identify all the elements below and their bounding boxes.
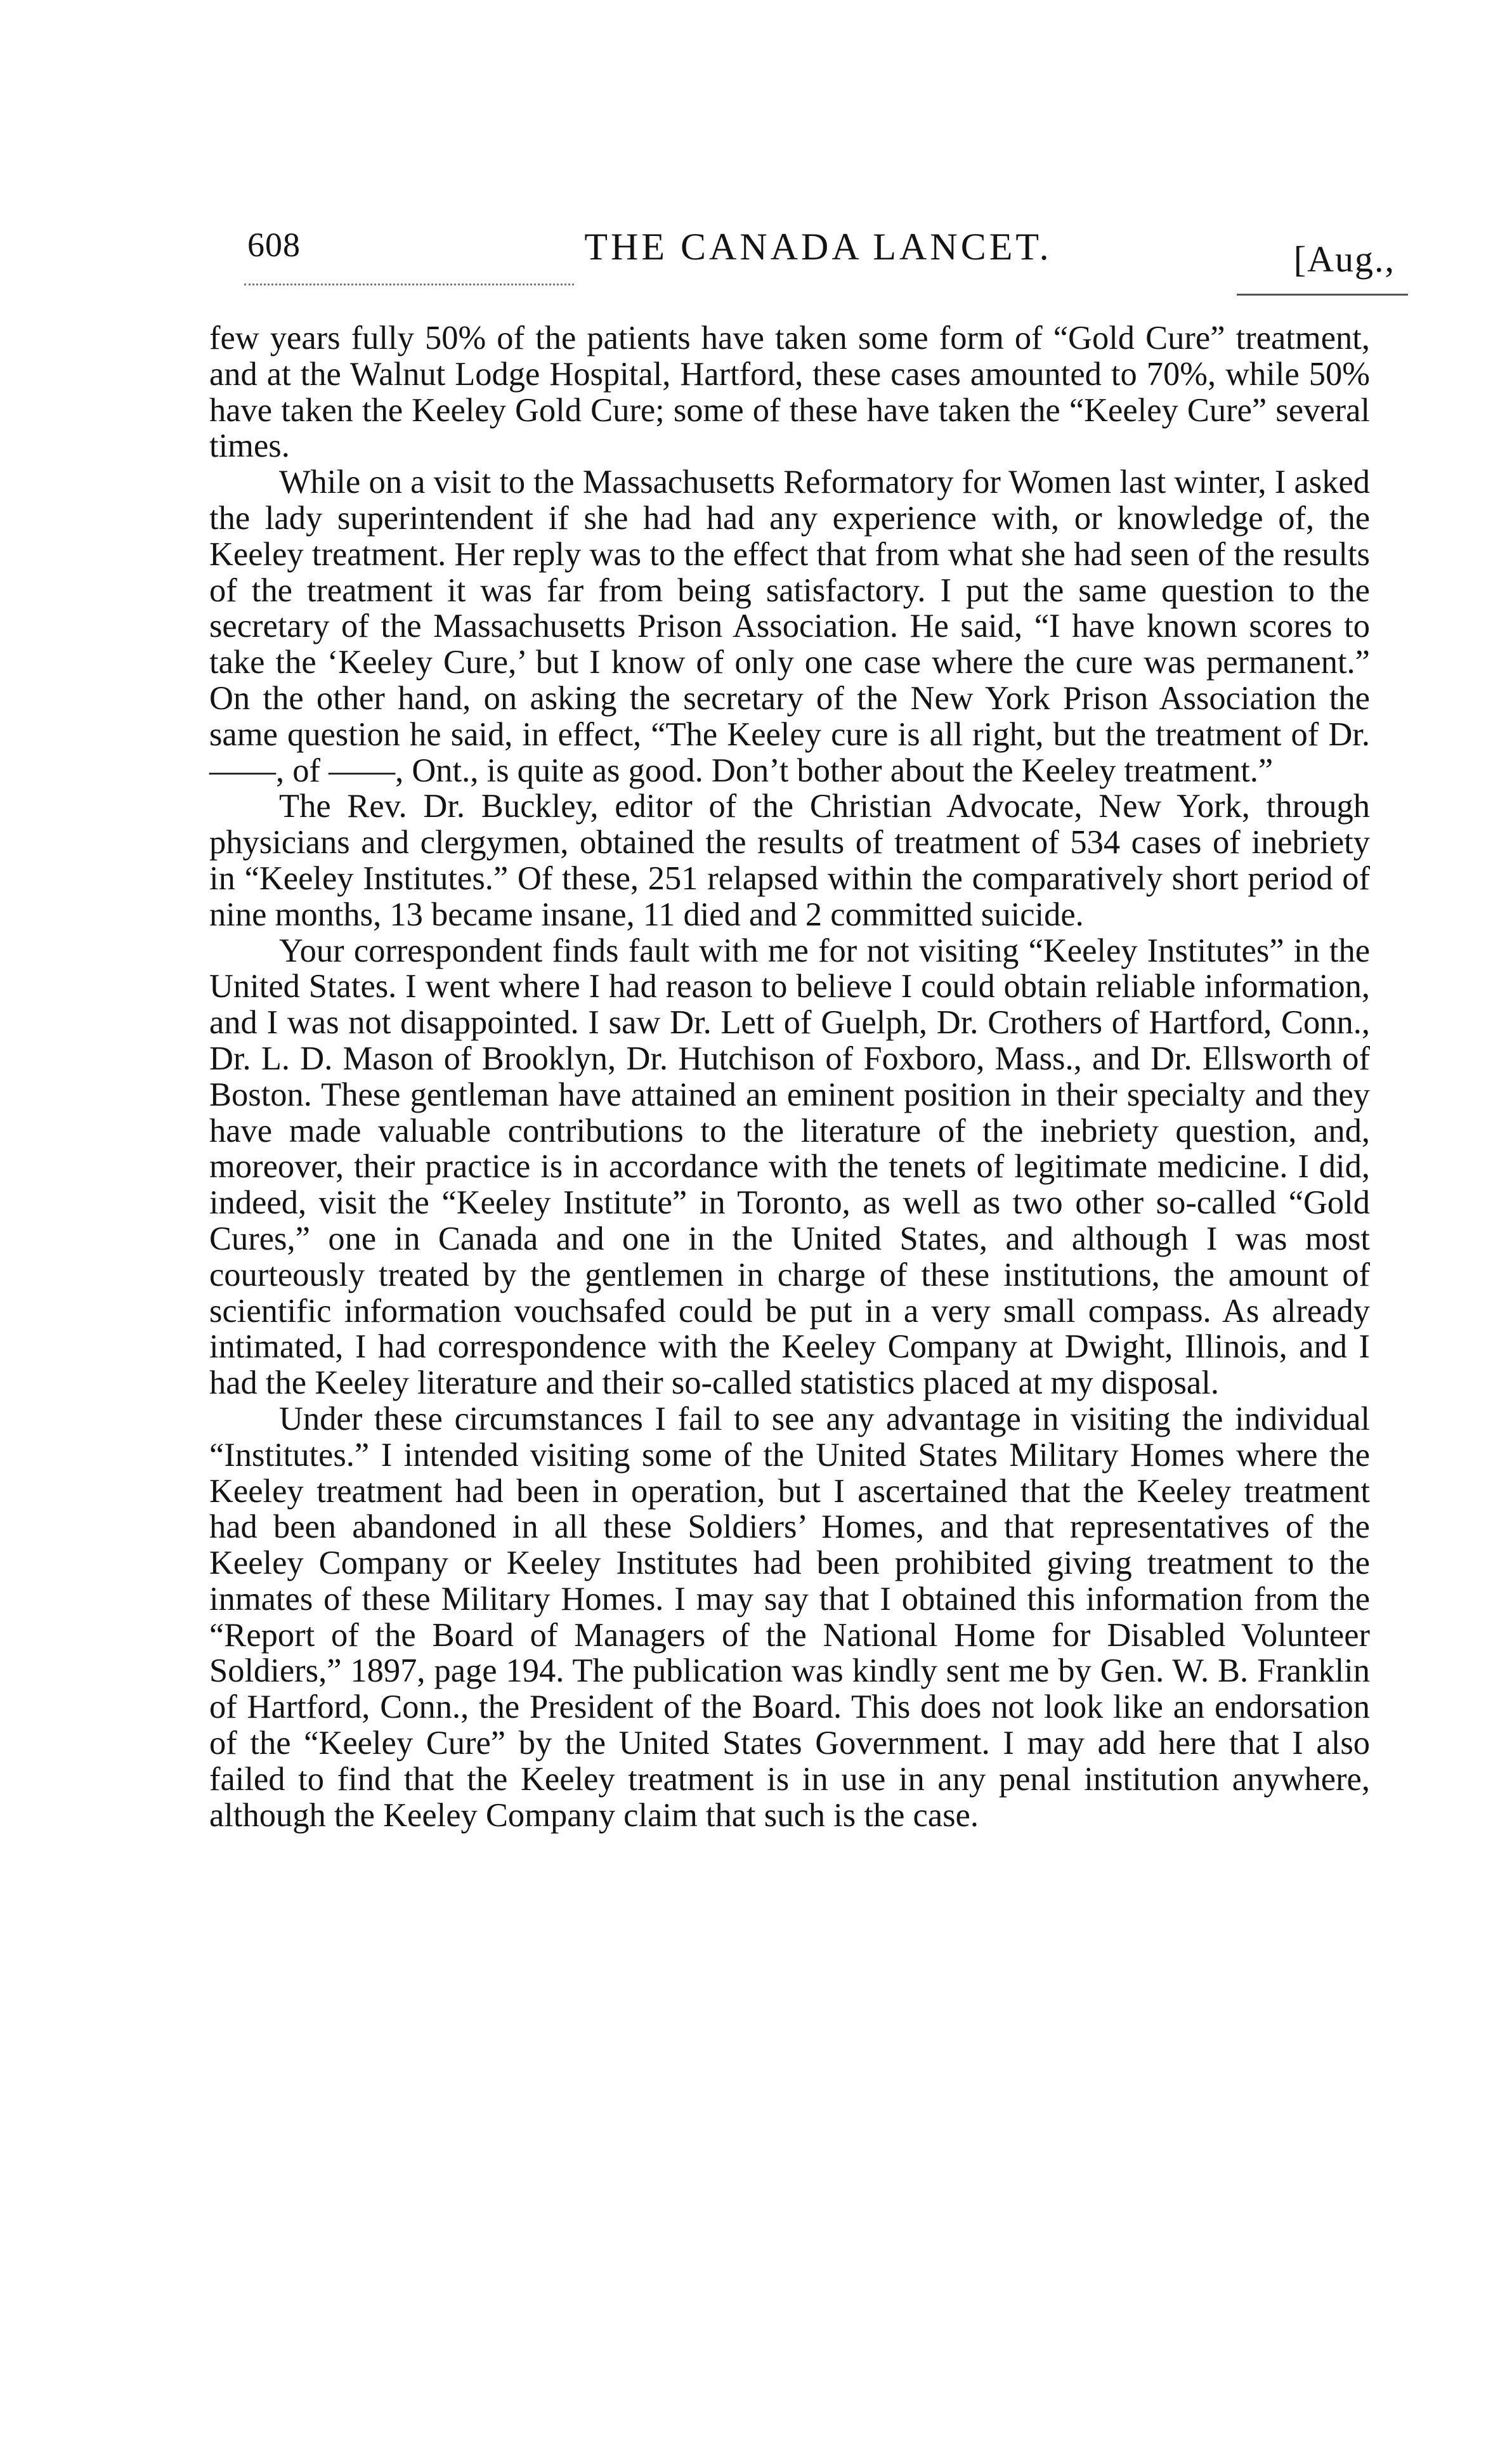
page-header — [241, 225, 1395, 295]
page-number: 608 — [247, 226, 301, 264]
paragraph: The Rev. Dr. Buckley, editor of the Christian Advocate, New York, through physicians and clergymen, obtained the results of treatment of 534 cases of inebriety in “Keeley Institutes.” Of these, 251 relapsed within the comparatively short period of nine months, 13 became insane, 11 died and 2 committed suicide. — [209, 788, 1370, 933]
paragraph: Your correspondent finds fault with me for not visiting “Keeley Institutes” in the United States. I went where I had reason to believe I could obtain reliable information, and I was not disappointed. I saw Dr. Lett of Guelph, Dr. Crothers of Hartford, Conn., Dr. L. D. Mason of Brooklyn, Dr. Hutchison of Foxboro, Mass., and Dr. Ellsworth of Boston. These gentleman have attained an eminent position in their specialty and they have made valuable contributions to the literature of the inebriety question, and, moreover, their practice is in accordance with the tenets of legitimate medicine. I did, indeed, visit the “Keeley Institute” in Toronto, as well as two other so-called “Gold Cures,” one in Canada and one in the United States, and although I was most courteously treated by the gentlemen in charge of these institutions, the amount of scientific information vouchsafed could be put in a very small compass. As already intimated, I had correspondence with the Keeley Company at Dwight, Illinois, and I had the Keeley literature and their so-called statistics placed at my disposal. — [209, 932, 1370, 1402]
running-title: THE CANADA LANCET. — [584, 226, 1052, 268]
paragraph: few years fully 50% of the patients have taken some form of “Gold Cure” treatment, and at the Walnut Lodge Hospital, Hartford, these cases amounted to 70%, while 50% have taken the Keeley Gold Cure; some of these have taken the “Keeley Cure” several times. — [209, 320, 1370, 465]
article-body — [209, 320, 1370, 1833]
issue-date: [Aug., — [1293, 239, 1395, 280]
header-rule-right — [1237, 294, 1408, 296]
paragraph: Under these circumstances I fail to see any advantage in visiting the individual “Institutes.” I intended visiting some of the United States Military Homes where the Keeley treatment had been in operation, but I ascertained that the Keeley treatment had been abandoned in all these Soldiers’ Homes, and that representatives of the Keeley Company or Keeley Institutes had been prohibited giving treatment to the inmates of these Military Homes. I may say that I obtained this information from the “Report of the Board of Managers of the National Home for Disabled Volunteer Soldiers,” 1897, page 194. The publication was kindly sent me by Gen. W. B. Franklin of Hartford, Conn., the President of the Board. This does not look like an endorsation of the “Keeley Cure” by the United States Government. I may add here that I also failed to find that the Keeley treatment is in use in any penal institution anywhere, although the Keeley Company claim that such is the case. — [209, 1400, 1370, 1834]
paragraph: While on a visit to the Massachusetts Reformatory for Women last winter, I asked the lady superintendent if she had had any experience with, or knowledge of, the Keeley treatment. Her reply was to the effect that from what she had seen of the results of the treatment it was far from being satisfactory. I put the same question to the secretary of the Massachusetts Prison Association. He said, “I have known scores to take the ‘Keeley Cure,’ but I know of only one case where the cure was permanent.” On the other hand, on asking the secretary of the New York Prison Association the same question he said, in effect, “The Keeley cure is all right, but the treatment of Dr. ——, of ——, Ont., is quite as good. Don’t bother about the Keeley treatment.” — [209, 464, 1370, 789]
header-rule-left — [244, 284, 574, 285]
